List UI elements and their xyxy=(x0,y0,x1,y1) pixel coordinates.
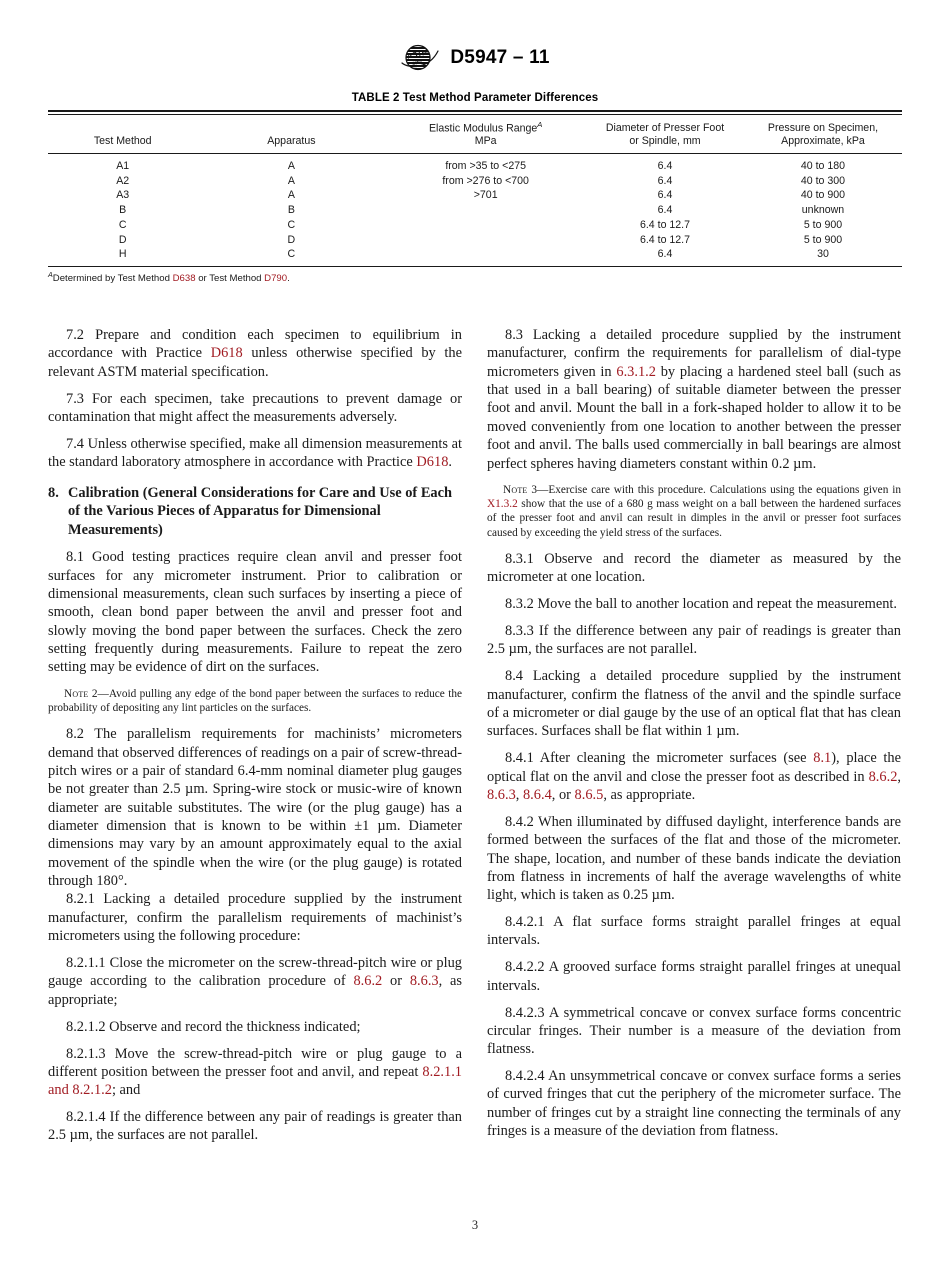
paragraph-8-4: 8.4 Lacking a detailed procedure supplied by the instrument manufacturer, confirm the flatness of the anvil and the spindle surface of a micrometer or dial gauge by the use of an optical flat that has clean surfaces. Surfaces shall be flat within 1 µm. xyxy=(487,668,901,740)
paragraph-8-2: 8.2 The parallelism requirements for machinists’ micrometers demand that observed differences of readings on a pair of screw-thread-pitch wires or a pair of standard 6.4-mm nominal diameter plug gauges be not greater than 2.5 µm. Spring-wire stock or music-wire of known diameter are suitable substitutes. The wire (or the plug gauge) has a diameter dimension that is known to be within ±1 µm. Diameter dimensions may vary by an amount approximately equal to the axial movement of the spindle when the wire (or the plug gauge) is rotated through 180°. xyxy=(48,726,462,890)
cell-diameter: 6.4 xyxy=(657,189,673,202)
paragraph-8-2-1-1-part-c: , as appropriate; xyxy=(48,973,462,1008)
cell-test-method: C xyxy=(118,218,127,231)
cell-pressure: unknown xyxy=(801,204,845,217)
document-designation: D5947 – 11 xyxy=(450,46,550,68)
paragraph-7-2 xyxy=(48,326,462,381)
table-row xyxy=(48,247,902,262)
paragraph-7-3: 7.3 For each specimen, take precautions to prevent damage or contamination that might affect the measurements adversely. xyxy=(48,390,462,425)
paragraph-8-2-1-1-part-a: 8.2.1.1 Close the micrometer on the screw-thread-pitch wire or plug gauge according to the calibration procedure of xyxy=(48,955,462,990)
svg-text:ASTM: ASTM xyxy=(406,47,430,61)
note-3 xyxy=(487,483,901,540)
paragraph-8-4-1-part-e: , or xyxy=(551,786,575,803)
paragraph-8-4-2-1: 8.4.2.1 A flat surface forms straight parallel fringes at equal intervals. xyxy=(487,914,901,949)
link-d618-a[interactable]: D618 xyxy=(210,345,243,362)
link-8-6-2-b[interactable]: 8.6.2 xyxy=(868,768,898,785)
link-8-6-4[interactable]: 8.6.4 xyxy=(522,786,552,803)
col-header-apparatus xyxy=(197,115,385,153)
link-8-6-3-a[interactable]: 8.6.3 xyxy=(409,973,439,990)
col-header-test-method xyxy=(48,115,197,153)
spacer xyxy=(48,677,462,687)
link-6-3-1-2[interactable]: 6.3.1.2 xyxy=(616,363,656,380)
astm-logo-icon xyxy=(400,44,440,71)
paragraph-7-2-part-a: 7.2 Prepare and condition each specimen to equilibrium in accordance with Practice xyxy=(48,327,462,362)
cell-apparatus: B xyxy=(287,204,295,217)
table-footnote-mark: A xyxy=(48,269,53,279)
parameter-differences-body xyxy=(48,159,902,262)
cell-pressure: 5 to 900 xyxy=(803,233,843,246)
spacer xyxy=(487,473,901,483)
link-8-6-5[interactable]: 8.6.5 xyxy=(574,786,604,803)
paragraph-8-1: 8.1 Good testing practices require clean anvil and presser foot surfaces for any micrometer instrument. Prior to calibration or dimensional measurements, clean such surfaces by inserting a piece of smooth, clean bond paper between the anvil and presser foot and slowly moving the bond paper between the surfaces. Check the zero setting frequently during measurements. Failure to repeat the zero setting may be evidence of dirt on the surfaces. xyxy=(48,549,462,676)
cell-modulus xyxy=(385,247,586,262)
table-body xyxy=(48,159,902,262)
table-header-rule xyxy=(48,153,902,154)
table-row xyxy=(48,232,902,247)
cell-modulus xyxy=(385,232,586,247)
paragraph-8-3 xyxy=(487,326,901,473)
col-header-elastic-modulus xyxy=(385,115,586,153)
cell-pressure: 40 to 180 xyxy=(800,160,846,173)
table-row xyxy=(48,188,902,203)
paragraph-8-3-part-a: 8.3 Lacking a detailed procedure supplied by the instrument manufacturer, confirm the requirements for parallelism of dial-type micrometers given in xyxy=(487,327,901,380)
section-heading-8 xyxy=(48,484,462,540)
table-footnote xyxy=(48,267,902,286)
paragraph-8-2-1-4: 8.2.1.4 If the difference between any pair of readings is greater than 2.5 µm, the surfaces are not parallel. xyxy=(48,1109,462,1144)
link-8-1[interactable]: 8.1 xyxy=(813,750,832,767)
cell-pressure: 40 to 900 xyxy=(800,189,846,202)
link-d618-b[interactable]: D618 xyxy=(416,454,449,471)
table-footnote-part3: . xyxy=(287,272,290,284)
cell-test-method: B xyxy=(119,204,127,217)
table-row xyxy=(48,218,902,233)
link-x1-3-2[interactable]: X1.3.2 xyxy=(487,498,518,511)
col-header-pressure xyxy=(744,115,902,153)
col-header-pressure-line2: Approximate, kPa xyxy=(781,135,865,148)
paragraph-7-4 xyxy=(48,435,462,472)
cell-apparatus: D xyxy=(287,233,296,246)
col-header-apparatus-label: Apparatus xyxy=(267,135,316,148)
table-footnote-part1: Determined by Test Method xyxy=(52,272,173,284)
col-header-test-method-label: Test Method xyxy=(93,135,152,148)
paragraph-8-4-1-part-c: , xyxy=(897,768,901,785)
link-8-6-3-b[interactable]: 8.6.3 xyxy=(487,786,516,803)
table-row xyxy=(48,203,902,218)
paragraph-8-3-part-b: by placing a hardened steel ball (such as that used in a ball bearing) of suitable diameter between the presser foot and anvil. Mount the ball in a fork-shaped holder to allow it to be moved conveniently from one location to another between the presser foot and anvil. The balls used commercially in ball bearings are almost perfect spheres having diameters constant within 0.2 µm. xyxy=(487,363,901,472)
spacer xyxy=(48,540,462,549)
paragraph-7-4-part-b: . xyxy=(448,454,452,471)
section-heading-8-number: 8. xyxy=(48,484,59,501)
paragraph-8-4-1 xyxy=(487,749,901,804)
cell-modulus: from >35 to <275 xyxy=(445,160,526,173)
cell-apparatus: A xyxy=(287,174,295,187)
col-header-elastic-modulus-footnote-mark: A xyxy=(537,119,543,129)
cell-diameter: 6.4 to 12.7 xyxy=(639,218,691,231)
cell-test-method: A3 xyxy=(116,189,130,202)
cell-pressure: 30 xyxy=(817,248,829,261)
col-header-diameter-line2: or Spindle, mm xyxy=(629,135,701,148)
spacer xyxy=(48,715,462,725)
spacer xyxy=(487,540,901,550)
paragraph-8-4-2-2: 8.4.2.2 A grooved surface forms straight parallel fringes at unequal intervals. xyxy=(487,959,901,994)
paragraph-7-2-part-b: unless otherwise specified by the relevant ASTM material specification. xyxy=(48,345,463,380)
cell-test-method: A1 xyxy=(116,160,130,173)
paragraph-8-2-1-1-part-b: or xyxy=(382,973,410,990)
cell-pressure: 40 to 300 xyxy=(800,174,846,187)
paragraph-8-2-1-3 xyxy=(48,1045,462,1100)
paragraph-8-4-1-part-a: 8.4.1 After cleaning the micrometer surfaces (see xyxy=(505,750,814,767)
col-header-elastic-modulus-line2: MPa xyxy=(474,135,497,148)
cell-apparatus: C xyxy=(287,248,296,261)
cell-diameter: 6.4 xyxy=(657,174,673,187)
col-header-diameter xyxy=(586,115,744,153)
section-heading-8-text: Calibration (General Considerations for Care and Use of Each of the Various Pieces of Apparatus for Dimensional Measurements) xyxy=(68,484,453,538)
page-number: 3 xyxy=(471,1218,479,1232)
table-2-block xyxy=(48,92,902,285)
col-header-pressure-line1: Pressure on Specimen, xyxy=(767,122,879,135)
cell-modulus: >701 xyxy=(473,189,498,202)
table-head xyxy=(48,115,902,153)
cell-modulus xyxy=(385,203,586,218)
table-header-row xyxy=(48,115,902,153)
link-8-2-1-1-and-8-2-1-2[interactable]: 8.2.1.1 and 8.2.1.2 xyxy=(48,1063,462,1099)
paragraph-8-3-2: 8.3.2 Move the ball to another location and repeat the measurement. xyxy=(505,596,898,613)
col-header-diameter-line1: Diameter of Presser Foot xyxy=(605,122,725,135)
note-2-label: Note xyxy=(64,687,89,700)
cell-test-method: D xyxy=(118,233,127,246)
paragraph-8-4-2: 8.4.2 When illuminated by diffused daylight, interference bands are formed between the surfaces of the flat and those of the micrometer. The shape, location, and number of these bands indicate the deviation from flatness in increments of half the average wavelengths of white light, which is taken as 0.25 µm. xyxy=(487,813,901,904)
spacer xyxy=(48,472,462,484)
link-d638[interactable]: D638 xyxy=(172,272,196,284)
col-header-elastic-modulus-line1: Elastic Modulus Range xyxy=(428,122,538,135)
note-3-part-a: 3—Exercise care with this procedure. Calculations using the equations given in xyxy=(527,483,901,496)
spacer xyxy=(487,659,901,668)
cell-modulus xyxy=(385,218,586,233)
cell-apparatus: A xyxy=(287,160,295,173)
link-d790[interactable]: D790 xyxy=(264,272,288,284)
note-3-label: Note xyxy=(503,483,528,496)
paragraph-8-3-3: 8.3.3 If the difference between any pair of readings is greater than 2.5 µm, the surfaces are not parallel. xyxy=(487,623,901,658)
paragraph-7-4-part-a: 7.4 Unless otherwise specified, make all dimension measurements at the standard laboratory atmosphere in accordance with Practice xyxy=(48,435,462,471)
paragraph-8-4-1-part-f: , as appropriate. xyxy=(603,786,696,803)
paragraph-8-2-1-3-part-b: ; and xyxy=(111,1082,141,1099)
paragraph-8-2-1: 8.2.1 Lacking a detailed procedure supplied by the instrument manufacturer, confirm the parallelism requirements of machinist’s micrometers using the following procedure: xyxy=(48,891,462,945)
note-2-text: 2—Avoid pulling any edge of the bond paper between the surfaces to reduce the probability of depositing any lint particles on the surfaces. xyxy=(48,687,462,714)
cell-diameter: 6.4 xyxy=(657,160,673,173)
table-row xyxy=(48,174,902,189)
body-column-left xyxy=(48,326,462,1145)
cell-apparatus: A xyxy=(287,189,295,202)
cell-modulus: from >276 to <700 xyxy=(442,174,529,187)
cell-apparatus: C xyxy=(287,218,296,231)
note-3-part-b: show that the use of a 680 g mass weight on a ball between the hardened surfaces of the presser foot and anvil can result in dimples in the anvil or presser foot surfaces caused by exceeding the yield stress of the surfaces. xyxy=(487,498,901,539)
cell-diameter: 6.4 xyxy=(657,204,673,217)
table-top-rule-thick xyxy=(48,110,902,112)
body-column-right xyxy=(487,326,901,1141)
paragraph-8-4-2-4: 8.4.2.4 An unsymmetrical concave or convex surface forms a series of curved fringes that cut the periphery of the micrometer surface. The number of fringes cut by a straight line connecting the terminals of any fringes is a measure of the deviation from flatness. xyxy=(487,1068,901,1140)
parameter-differences-table xyxy=(48,115,902,153)
paragraph-8-3-1: 8.3.1 Observe and record the diameter as measured by the micrometer at one location. xyxy=(487,551,901,586)
document-header xyxy=(0,44,950,71)
cell-test-method: A2 xyxy=(116,174,130,187)
paragraph-8-2-1-2: 8.2.1.2 Observe and record the thickness indicated; xyxy=(66,1018,361,1035)
paragraph-8-4-1-part-d: , xyxy=(515,786,523,803)
paragraph-8-4-2-3: 8.4.2.3 A symmetrical concave or convex surface forms concentric circular fringes. Their number is a measure of the deviation from flatness. xyxy=(487,1004,901,1058)
table-footnote-part2: or Test Method xyxy=(195,272,265,284)
paragraph-8-2-1-1 xyxy=(48,954,462,1009)
svg-text:INT'L: INT'L xyxy=(412,58,425,67)
paragraph-8-4-1-part-b: ), place the optical flat on the anvil and close the presser foot as described in xyxy=(487,750,901,785)
cell-diameter: 6.4 xyxy=(657,248,673,261)
table-title: TABLE 2 Test Method Parameter Differences xyxy=(351,92,599,104)
paragraph-8-2-1-3-part-a: 8.2.1.3 Move the screw-thread-pitch wire or plug gauge to a different position between the presser foot and anvil, and repeat xyxy=(48,1045,462,1080)
cell-test-method: H xyxy=(118,248,127,261)
cell-pressure: 5 to 900 xyxy=(803,218,843,231)
cell-diameter: 6.4 to 12.7 xyxy=(639,233,691,246)
table-row xyxy=(48,159,902,174)
note-2 xyxy=(48,687,462,716)
link-8-6-2-a[interactable]: 8.6.2 xyxy=(353,973,383,990)
